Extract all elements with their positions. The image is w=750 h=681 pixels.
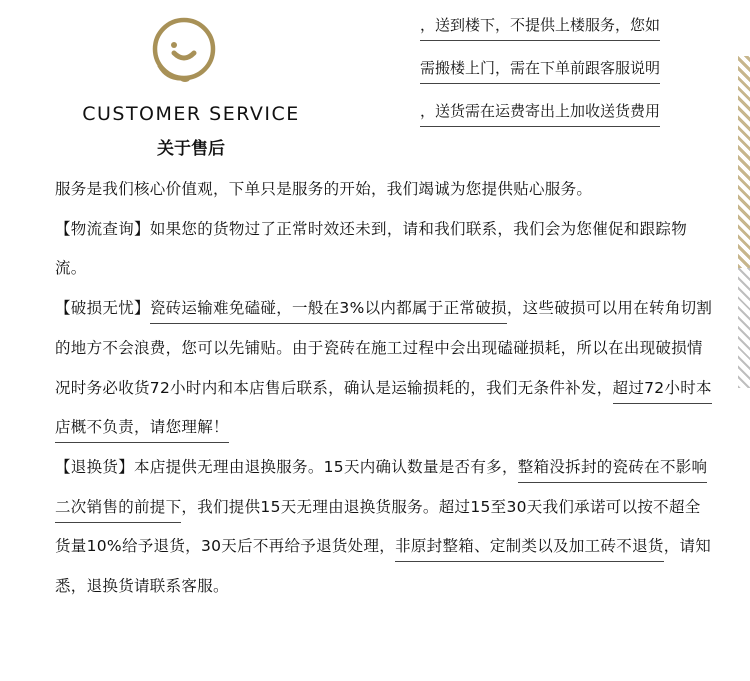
- notice-line: 需搬楼上门，需在下单前跟客服说明: [420, 51, 660, 84]
- notice-line: ，送货需在运费寄出上加收送货费用: [420, 94, 660, 127]
- damage-paragraph: 【破损无忧】瓷砖运输难免磕碰，一般在3%以内都属于正常破损，这些破损可以用在转角切割的地方不会浪费，您可以先铺贴。由于瓷砖在施工过程中会出现磕碰损耗，所以在出现破损情况时务必收货72小时内和本店售后联系，确认是运输损耗的，我们无条件补发，超过72小时本店概不负责，请您理解！: [55, 289, 715, 448]
- decorative-stripe: [738, 56, 750, 268]
- underlined-text: 非原封整箱、定制类以及加工砖不退货: [395, 537, 664, 562]
- intro-paragraph: 服务是我们核心价值观，下单只是服务的开始，我们竭诚为您提供贴心服务。: [55, 180, 593, 198]
- underlined-text: 整箱没拆封的瓷砖在不影响二次销售的前提下: [55, 458, 707, 523]
- returns-paragraph: 【退换货】本店提供无理由退换服务。15天内确认数量是否有多，整箱没拆封的瓷砖在不影响二次销售的前提下，我们提供15天无理由退换货服务。超过15至30天我们承诺可以按不超全货量10%给予退货，30天后不再给予退货处理，非原封整箱、定制类以及加工砖不退货，请知悉，退换货请联系客服。: [55, 457, 712, 596]
- decorative-stripe: [738, 268, 750, 388]
- headset-smile-icon: [151, 16, 221, 86]
- underlined-text: 瓷砖运输难免磕碰，一般在3%以内都属于正常破损: [150, 299, 507, 324]
- underlined-text: 超过72小时本店概不负责，请您理解！: [55, 379, 712, 444]
- logistics-paragraph: 【物流查询】如果您的货物过了正常时效还未到，请和我们联系，我们会为您催促和跟踪物流。: [55, 219, 688, 278]
- section-tag: 【物流查询】: [55, 219, 150, 238]
- delivery-notice: [420, 8, 710, 137]
- section-tag: 【退换货】: [55, 457, 135, 476]
- brand-title-en: CUSTOMER SERVICE: [82, 103, 300, 125]
- brand-title-cn: 关于售后: [157, 139, 225, 159]
- after-sales-content: [55, 170, 715, 607]
- notice-line: ，送到楼下，不提供上楼服务，您如: [420, 8, 660, 41]
- section-tag: 【破损无忧】: [55, 299, 150, 318]
